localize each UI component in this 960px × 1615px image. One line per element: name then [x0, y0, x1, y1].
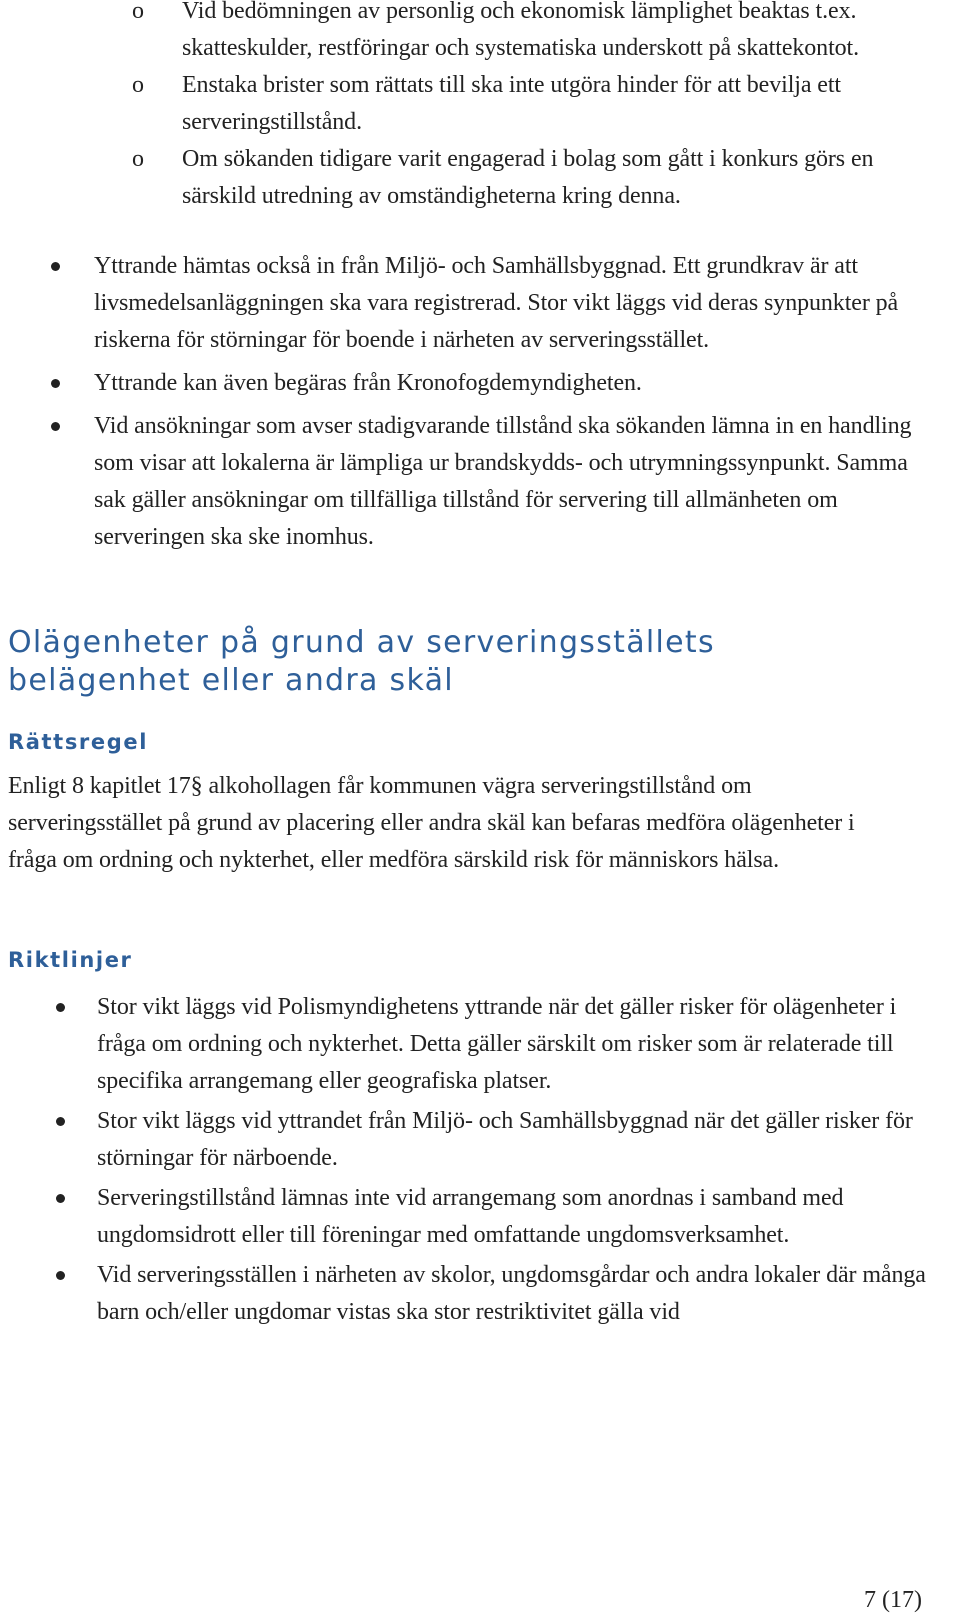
- list-item-text: Stor vikt läggs vid Polismyndighetens yttrande när det gäller risker för olägenheter i fråga om ordning och nykterhet. Detta gäller särskilt om risker som är relaterade till specifika arrangemang eller geografiska platser.: [97, 994, 897, 1094]
- bullet-icon: [56, 1117, 65, 1126]
- guidelines-heading: Riktlinjer: [8, 948, 133, 972]
- list-item-text: Yttrande hämtas också in från Miljö- och Samhällsbyggnad. Ett grundkrav är att livsmedelsanläggningen ska vara registrerad. Stor vikt läggs vid deras synpunkter på riskerna för störningar för boende i närheten av serveringsstället.: [94, 253, 899, 353]
- circle-bullet-marker: o: [132, 146, 144, 172]
- list-item-text: Serveringstillstånd lämnas inte vid arrangemang som anordnas i samband med ungdomsidrott eller till föreningar med omfattande ungdomsverksamhet.: [97, 1185, 844, 1248]
- list-item: [0, 365, 960, 402]
- list-item: [0, 1103, 960, 1177]
- list-item-text: Vid ansökningar som avser stadigvarande tillstånd ska sökanden lämna in en handling som visar att lokalerna är lämpliga ur brandskydds- och utrymningssynpunkt. Samma sak gäller ansökningar om tillfälliga tillstånd för servering till allmänheten om serveringen ska ske inomhus.: [94, 413, 912, 550]
- circle-bullet-marker: o: [132, 72, 144, 98]
- circle-bullet-marker: o: [132, 0, 144, 24]
- list-item-text: Stor vikt läggs vid yttrandet från Miljö- och Samhällsbyggnad när det gäller risker för störningar för närboende.: [97, 1108, 913, 1171]
- sub-list-item-text: Enstaka brister som rättats till ska inte utgöra hinder för att bevilja ett serveringstillstånd.: [182, 72, 841, 135]
- list-item: [0, 1180, 960, 1254]
- list-item-text: Yttrande kan även begäras från Kronofogdemyndigheten.: [94, 370, 642, 396]
- rule-paragraph: Enligt 8 kapitlet 17§ alkohollagen får kommunen vägra serveringstillstånd om serveringsstället på grund av placering eller andra skäl kan befaras medföra olägenheter i fråga om ordning och nykterhet, eller medföra särskild risk för människors hälsa.: [8, 773, 855, 873]
- bullet-icon: [56, 1194, 65, 1203]
- rule-heading: Rättsregel: [8, 730, 148, 754]
- sub-list-item-text: Om sökanden tidigare varit engagerad i bolag som gått i konkurs görs en särskild utredning av omständigheterna kring denna.: [182, 146, 874, 209]
- section-heading: Olägenheter på grund av serveringsställets belägenhet eller andra skäl: [8, 625, 715, 698]
- guidelines-bullet-list: [0, 989, 960, 1334]
- list-item-text: Vid serveringsställen i närheten av skolor, ungdomsgårdar och andra lokaler där många barn och/eller ungdomar vistas ska stor restriktivitet gälla vid: [97, 1262, 926, 1325]
- bullet-icon: [51, 422, 60, 431]
- bullet-icon: [56, 1271, 65, 1280]
- requirements-bullet-list: [0, 248, 960, 562]
- list-item: [0, 408, 960, 556]
- list-item: [0, 1257, 960, 1331]
- bullet-icon: [56, 1003, 65, 1012]
- bullet-icon: [51, 379, 60, 388]
- sub-list-item-text: Vid bedömningen av personlig och ekonomisk lämplighet beaktas t.ex. skatteskulder, restföringar och systematiska underskott på skattekontot.: [182, 0, 860, 61]
- list-item: [0, 248, 960, 359]
- sub-list-item: [0, 141, 960, 215]
- bullet-icon: [51, 262, 60, 271]
- page-number: 7 (17): [864, 1587, 922, 1613]
- sub-list-item: [0, 67, 960, 141]
- list-item: [0, 989, 960, 1100]
- sub-bullet-list: [0, 0, 960, 215]
- sub-list-item: [0, 0, 960, 67]
